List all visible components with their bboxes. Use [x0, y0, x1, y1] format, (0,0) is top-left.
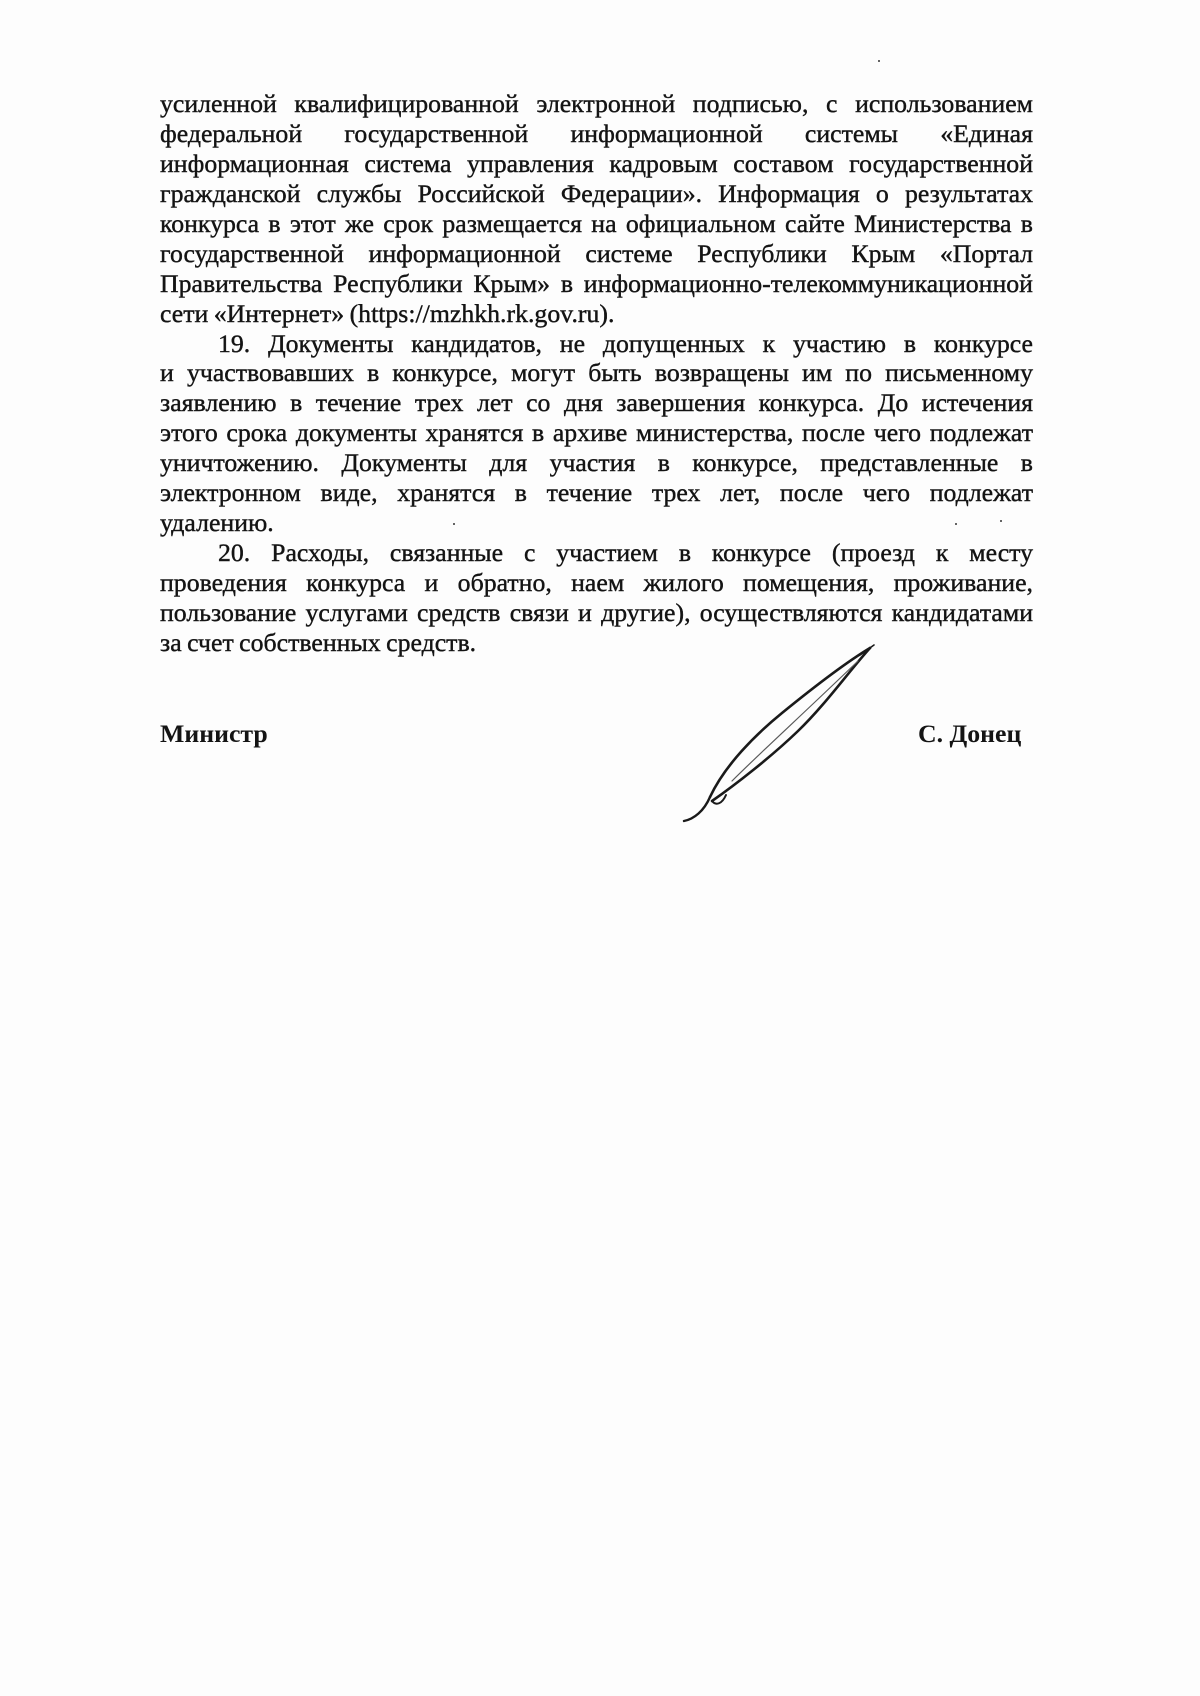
text-line: информационная система управления кадровым составом государственной: [160, 148, 1033, 178]
text-line: государственной информационной системе Республики Крым «Портал: [160, 238, 1033, 268]
paragraph-20: [160, 538, 1033, 658]
text-line: за счет собственных средств.: [160, 627, 477, 657]
scan-speck: [878, 60, 880, 62]
text-line: 20. Расходы, связанные с участием в конкурсе (проезд к месту: [218, 538, 1033, 568]
paragraph-continued: [160, 89, 1033, 329]
handwritten-signature: [670, 635, 885, 830]
text-line: уничтожению. Документы для участия в конкурсе, представленные в: [160, 448, 1033, 478]
text-line: сети «Интернет» (https://mzhkh.rk.gov.ru).: [160, 298, 615, 328]
text-line: конкурса в этот же срок размещается на официальном сайте Министерства в: [160, 208, 1033, 238]
text-line: федеральной государственной информационной системы «Единая: [160, 118, 1033, 148]
text-line: удалению.: [160, 508, 274, 538]
text-line: проведения конкурса и обратно, наем жилого помещения, проживание,: [160, 568, 1033, 597]
text-line: заявлению в течение трех лет со дня завершения конкурса. До истечения: [160, 388, 1033, 418]
text-line: пользование услугами средств связи и другие), осуществляются кандидатами: [160, 597, 1033, 627]
paragraph-19: [160, 329, 1033, 539]
text-line: усиленной квалифицированной электронной подписью, с использованием: [160, 89, 1033, 118]
signatory-name: С. Донец: [918, 719, 1022, 748]
text-line: Правительства Республики Крым» в информационно-телекоммуникационной: [160, 268, 1033, 298]
text-line: электронном виде, хранятся в течение трех лет, после чего подлежат: [160, 478, 1033, 508]
text-line: этого срока документы хранятся в архиве министерства, после чего подлежат: [160, 418, 1033, 448]
text-line: 19. Документы кандидатов, не допущенных к участию в конкурсе: [218, 328, 1033, 358]
signatory-title: Министр: [160, 719, 268, 748]
document-body: [160, 89, 1033, 658]
text-line: и участвовавших в конкурсе, могут быть возвращены им по письменному: [160, 358, 1033, 388]
text-line: гражданской службы Российской Федерации». Информация о результатах: [160, 178, 1033, 208]
